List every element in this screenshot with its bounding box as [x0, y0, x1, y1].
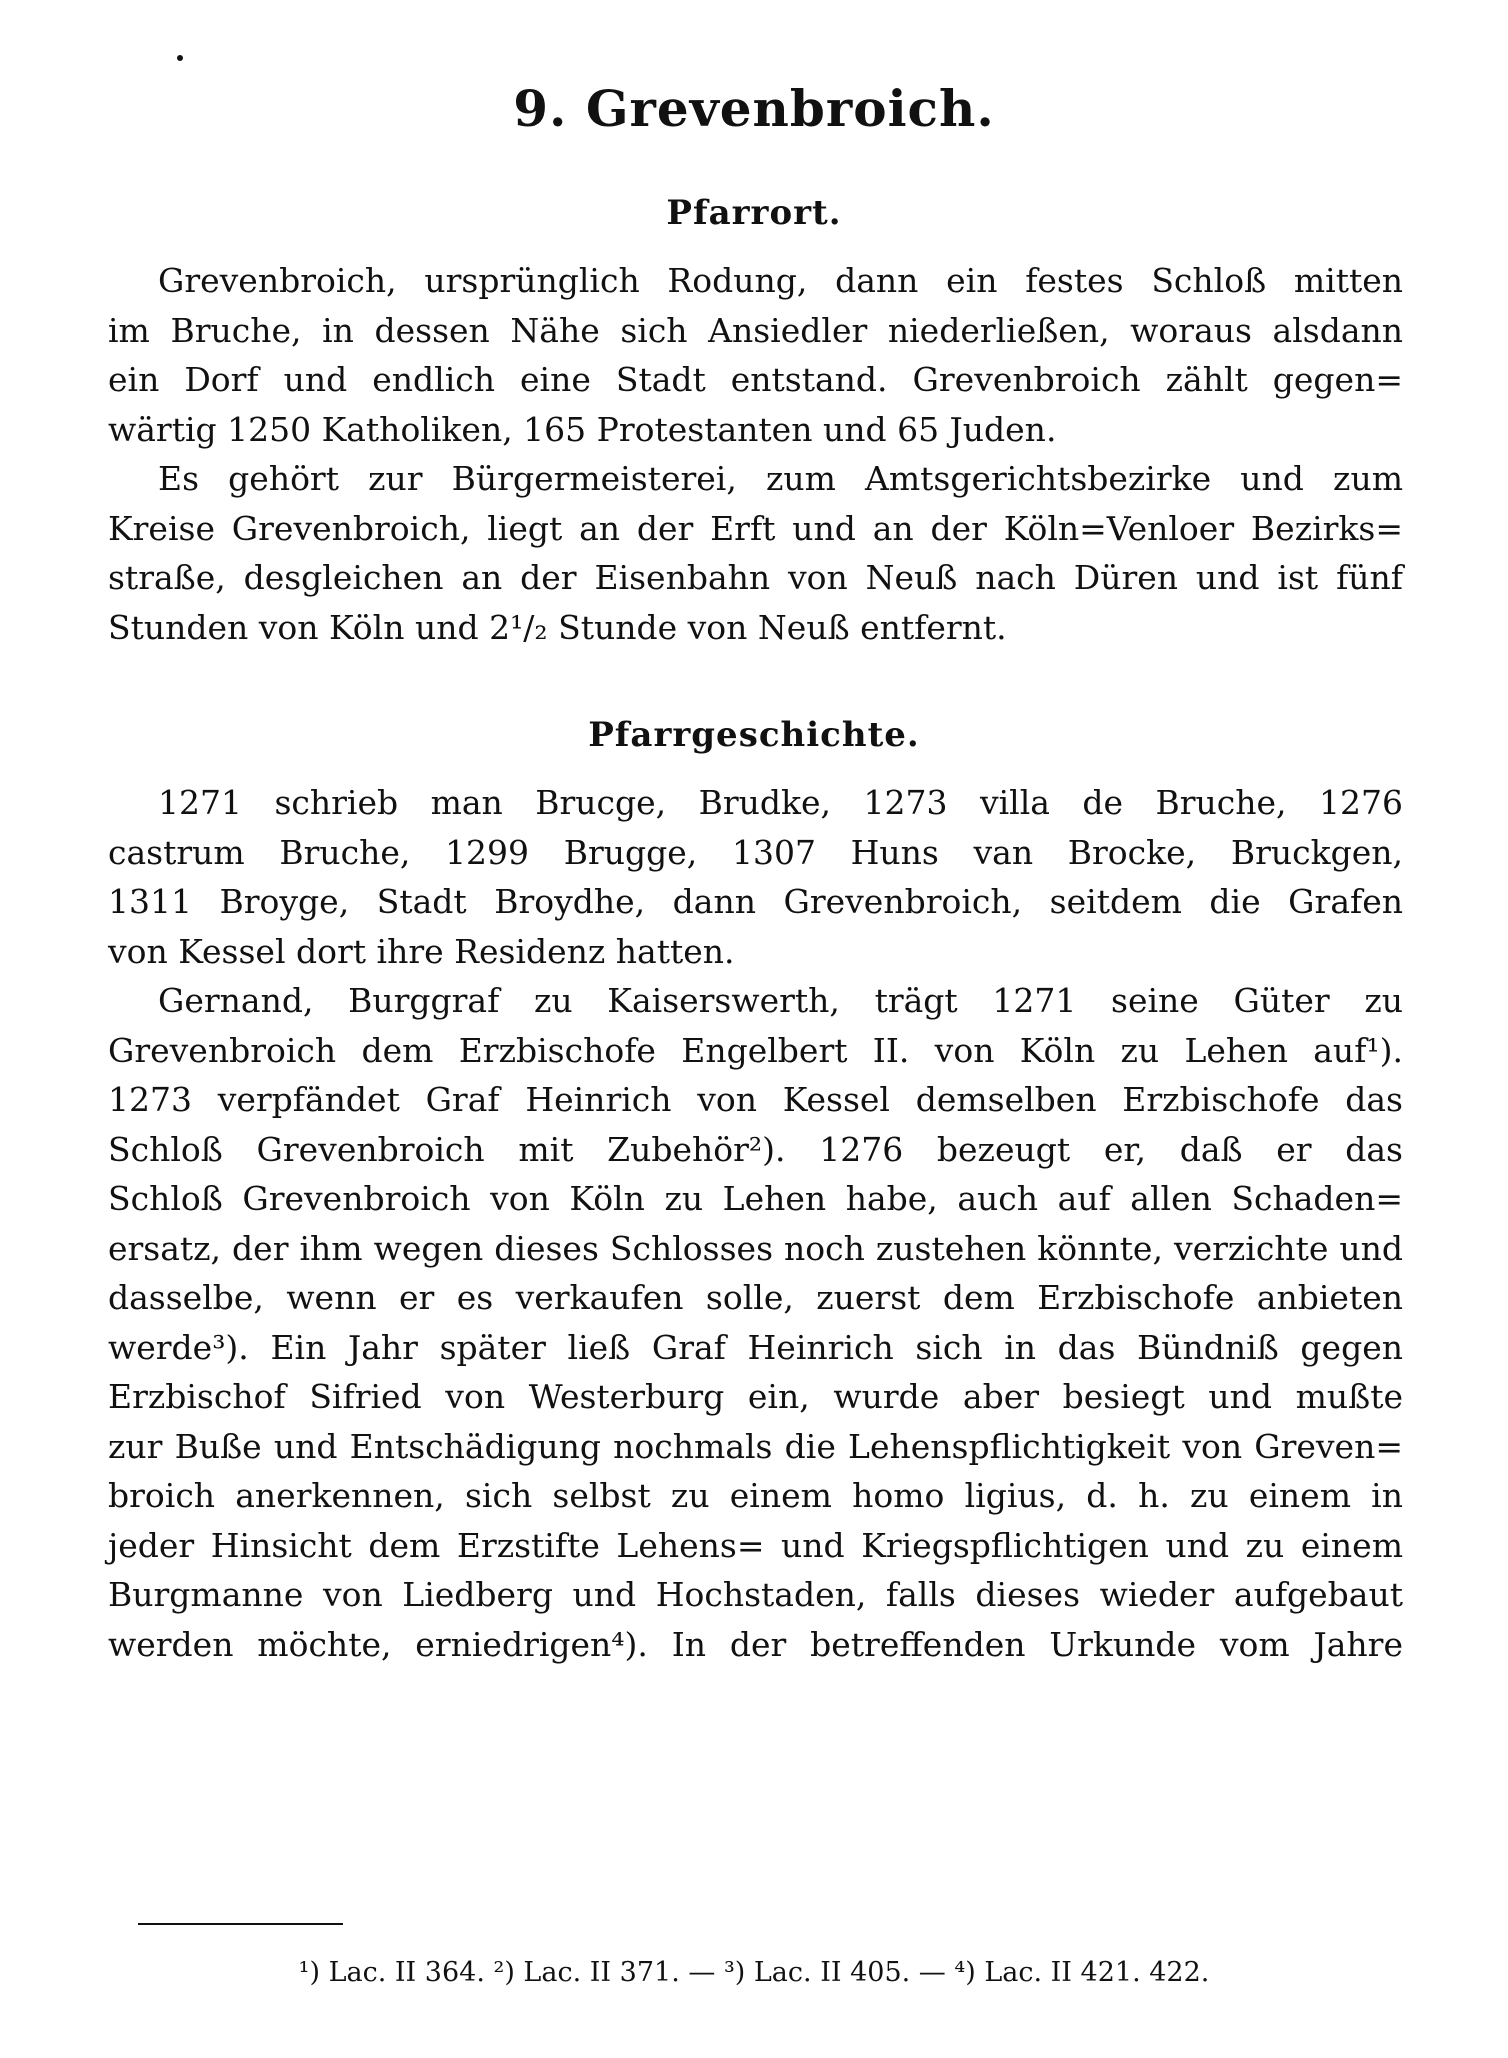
text-line: broich anerkennen, sich selbst zu einem homo ligius, d. h. zu einem in: [108, 1476, 1403, 1515]
text-line: Erzbischof Sifried von Westerburg ein, wurde aber besiegt und mußte: [108, 1377, 1403, 1416]
paragraph-pfarrgeschichte-2: [108, 976, 1403, 1669]
section-heading-pfarrort: Pfarrort.: [666, 193, 842, 233]
text-line: dasselbe, wenn er es verkaufen solle, zuerst dem Erzbischofe anbieten: [108, 1278, 1403, 1317]
text-line: 1271 schrieb man Brucge, Brudke, 1273 villa de Bruche, 1276: [158, 783, 1403, 822]
paragraph-pfarrgeschichte-1: [108, 778, 1403, 976]
text-line: Schloß Grevenbroich von Köln zu Lehen habe, auch auf allen Schaden=: [108, 1179, 1403, 1218]
text-line: 1273 verpfändet Graf Heinrich von Kessel demselben Erzbischofe das: [108, 1080, 1403, 1119]
text-line: werde³). Ein Jahr später ließ Graf Heinrich sich in das Bündniß gegen: [108, 1327, 1403, 1367]
text-line: Es gehört zur Bürgermeisterei, zum Amtsgerichtsbezirke und zum: [158, 459, 1403, 498]
text-line: Schloß Grevenbroich mit Zubehör²). 1276 bezeugt er, daß er das: [108, 1129, 1403, 1169]
footnotes: ¹) Lac. II 364. ²) Lac. II 371. — ³) Lac. II 405. — ⁴) Lac. II 421. 422.: [298, 1957, 1210, 1988]
text-line: wärtig 1250 Katholiken, 165 Protestanten und 65 Juden.: [108, 409, 1057, 449]
text-line: im Bruche, in dessen Nähe sich Ansiedler niederließen, woraus alsdann: [108, 310, 1403, 350]
ink-speck: [177, 55, 183, 61]
footnote-divider: [138, 1923, 343, 1925]
text-line: ersatz, der ihm wegen dieses Schlosses noch zustehen könnte, verzichte und: [108, 1228, 1403, 1268]
text-line: straße, desgleichen an der Eisenbahn von Neuß nach Düren und ist fünf: [108, 558, 1403, 597]
text-line: zur Buße und Entschädigung nochmals die Lehenspflichtigkeit von Greven=: [108, 1426, 1403, 1466]
text-line: castrum Bruche, 1299 Brugge, 1307 Huns van Brocke, Bruckgen,: [108, 832, 1403, 872]
text-line: Grevenbroich, ursprünglich Rodung, dann ein festes Schloß mitten: [158, 261, 1403, 300]
text-line: Burgmanne von Liedberg und Hochstaden, falls dieses wieder aufgebaut: [108, 1575, 1403, 1614]
text-line: Grevenbroich dem Erzbischofe Engelbert II. von Köln zu Lehen auf¹).: [108, 1030, 1403, 1070]
text-line: von Kessel dort ihre Residenz hatten.: [108, 931, 735, 971]
text-line: 1311 Broyge, Stadt Broydhe, dann Grevenbroich, seitdem die Grafen: [108, 882, 1403, 921]
paragraph-pfarrort-2: [108, 454, 1403, 652]
text-line: werden möchte, erniedrigen⁴). In der betreffenden Urkunde vom Jahre: [108, 1624, 1403, 1664]
text-line: jeder Hinsicht dem Erzstifte Lehens= und Kriegspflichtigen und zu einem: [108, 1525, 1403, 1565]
text-line: ein Dorf und endlich eine Stadt entstand. Grevenbroich zählt gegen=: [108, 360, 1403, 399]
text-line: Kreise Grevenbroich, liegt an der Erft und an der Köln=Venloer Bezirks=: [108, 508, 1403, 548]
text-line: Gernand, Burggraf zu Kaiserswerth, trägt 1271 seine Güter zu: [158, 981, 1403, 1020]
chapter-title: 9. Grevenbroich.: [513, 79, 995, 138]
paragraph-pfarrort-1: [108, 256, 1403, 454]
text-line: Stunden von Köln und 2¹/₂ Stunde von Neuß entfernt.: [108, 607, 1007, 647]
section-heading-pfarrgeschichte: Pfarrgeschichte.: [588, 715, 920, 755]
